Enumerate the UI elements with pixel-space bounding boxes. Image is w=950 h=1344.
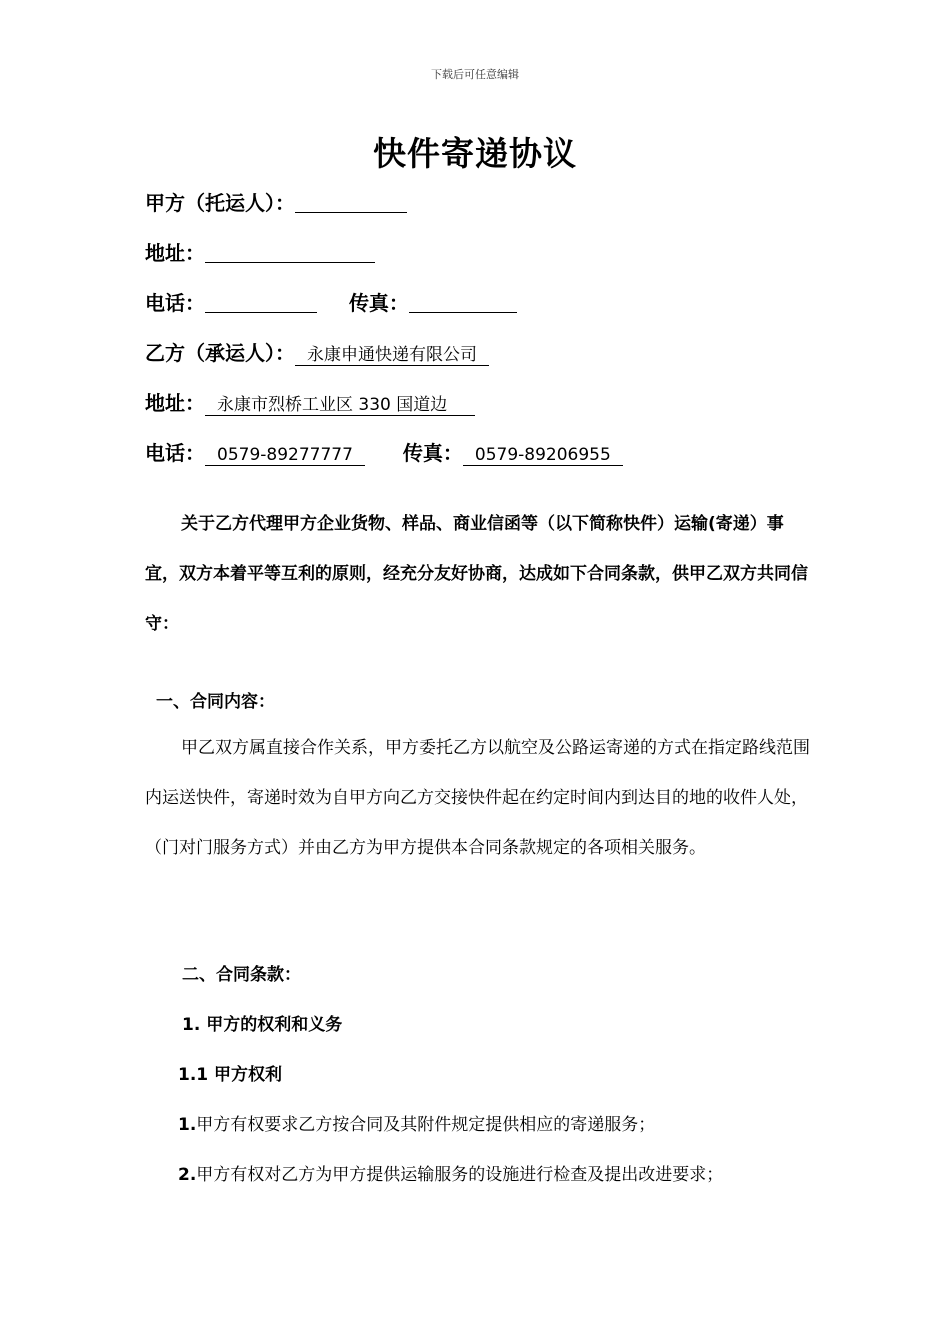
party-b-fax-label: 传真： (402, 441, 463, 465)
party-a-fax-blank (409, 292, 517, 313)
party-b-phone-label: 电话： (145, 441, 205, 465)
party-a-label: 甲方（托运人）： (145, 191, 295, 215)
party-b-row (145, 337, 489, 366)
party-b-label: 乙方（承运人）： (145, 341, 295, 365)
party-a-fax-label: 传真： (348, 291, 409, 315)
section-1-body: 甲乙双方属直接合作关系，甲方委托乙方以航空及公路运寄递的方式在指定路线范围内运送快件，寄递时效为自甲方向乙方交接快件起在约定时间内到达目的地的收件人处，（门对门服务方式）并由乙方为甲方提供本合同条款规定的各项相关服务。 (145, 738, 810, 858)
party-a-address-row (145, 237, 375, 266)
party-a-phone-blank (205, 292, 317, 313)
section-1-heading: 一、合同内容： (156, 692, 275, 712)
party-b-fax: 0579-89206955 (463, 445, 623, 466)
intro-paragraph: 关于乙方代理甲方企业货物、样品、商业信函等（以下简称快件）运输(寄递）事宜，双方本着平等互利的原则，经充分友好协商，达成如下合同条款，供甲乙双方共同信守： (145, 514, 808, 634)
section-2-sub11: 1.1 甲方权利 (178, 1065, 283, 1085)
party-a-address-label: 地址： (145, 241, 205, 265)
list-item-number: 1. (178, 1115, 197, 1135)
list-item-text: 甲方有权要求乙方按合同及其附件规定提供相应的寄递服务； (196, 1115, 656, 1135)
party-a-row (145, 187, 407, 216)
page-header-note: 下载后可任意编辑 (431, 68, 519, 81)
party-b-phone: 0579-89277777 (205, 445, 365, 466)
party-b-name: 永康申通快递有限公司 (295, 345, 489, 366)
party-b-address-label: 地址： (145, 391, 205, 415)
party-a-contact-row (145, 287, 517, 316)
party-a-name-blank (295, 192, 407, 213)
list-item-number: 2. (178, 1165, 197, 1185)
list-item-text: 甲方有权对乙方为甲方提供运输服务的设施进行检查及提出改进要求； (196, 1165, 724, 1185)
party-a-phone-label: 电话： (145, 291, 205, 315)
party-b-address-row (145, 387, 475, 416)
section-2-heading: 二、合同条款： (182, 965, 301, 985)
document-title: 快件寄递协议 (373, 134, 577, 173)
list-item (178, 1110, 655, 1135)
party-b-address: 永康市烈桥工业区 330 国道边 (205, 395, 475, 416)
section-2-sub1: 1. 甲方的权利和义务 (182, 1015, 343, 1035)
party-a-address-blank (205, 242, 375, 263)
party-b-contact-row (145, 437, 623, 466)
list-item (178, 1160, 723, 1185)
